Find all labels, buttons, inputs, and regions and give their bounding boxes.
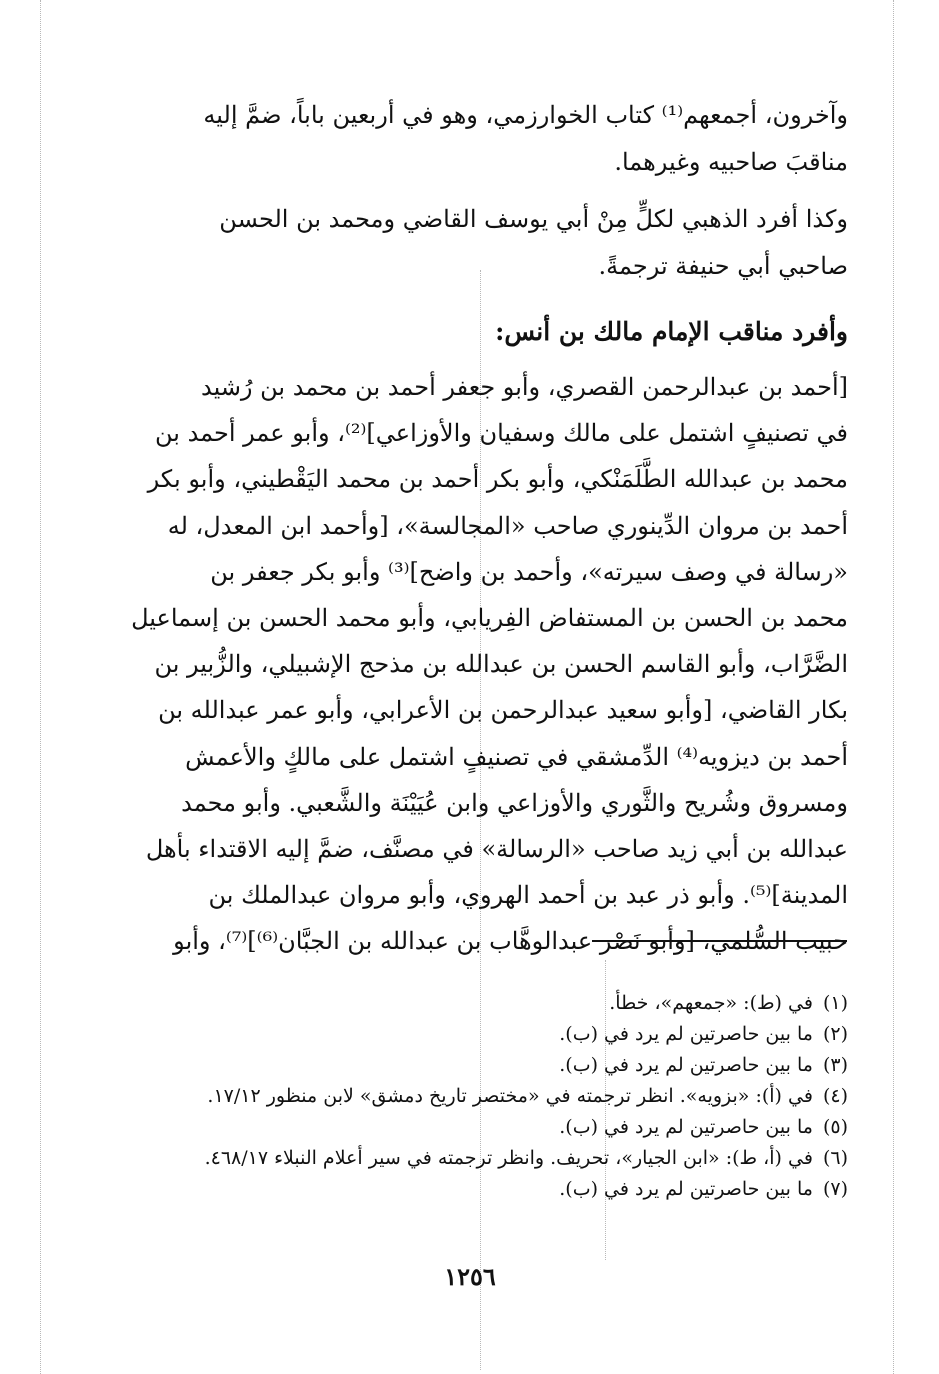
paragraph-3 [100, 364, 848, 965]
footnote-text: ما بين حاصرتين لم يرد في (ب). [559, 1116, 813, 1138]
text-line: أحمد بن مروان الدِّينوري صاحب «المجالسة»، [وأحمد ابن المعدل، له [167, 511, 848, 540]
scan-artifact-line [40, 0, 41, 1374]
text-line: محمد بن عبدالله الطَّلَمَنْكي، وأبو بكر أحمد بن محمد اليَقْطيني، وأبو بكر [147, 465, 848, 494]
section-heading [100, 308, 848, 355]
page-number: ١٢٥٦ [444, 1262, 496, 1291]
footnote-text: في (أ): «بزويه». انظر ترجمته في «مختصر تاريخ دمشق» لابن منظور ١٧/١٢. [207, 1085, 813, 1107]
footnote-1 [100, 988, 848, 1019]
footnote-number: (٥) [822, 1116, 848, 1138]
text-line: بكار القاضي، [وأبو سعيد عبدالرحمن بن الأعرابي، وأبو عمر عبدالله بن [158, 696, 848, 725]
text-line: [أحمد بن عبدالرحمن القصري، وأبو جعفر أحمد بن محمد بن رُشيد [200, 373, 848, 401]
text-line: المدينة]⁽⁵⁾. وأبو ذر عبد بن أحمد الهروي، وأبو مروان عبدالملك بن [208, 881, 848, 910]
paragraph-1 [100, 92, 848, 186]
footnote-number: (٢) [822, 1023, 848, 1045]
footnote-number: (٣) [822, 1054, 848, 1076]
footnote-number: (١) [822, 992, 848, 1014]
footnote-number: (٤) [822, 1085, 848, 1107]
scan-artifact-line [893, 0, 894, 1374]
text-line: صاحبي أبي حنيفة ترجمةً. [598, 252, 848, 280]
text-line: عبدالله بن أبي زيد صاحب «الرسالة» في مصنَّف، ضمَّ إليه الاقتداء بأهل [145, 835, 848, 864]
text-line: وكذا أفرد الذهبي لكلٍّ مِنْ أبي يوسف القاضي ومحمد بن الحسن [219, 205, 848, 233]
footnotes [100, 988, 848, 1205]
footnote-text: ما بين حاصرتين لم يرد في (ب). [559, 1023, 813, 1045]
footnote-number: (٧) [822, 1178, 848, 1200]
text-line: مناقبَ صاحبيه وغيرهما. [614, 148, 848, 176]
footnote-6 [100, 1143, 848, 1174]
footnote-3 [100, 1050, 848, 1081]
footnote-text: ما بين حاصرتين لم يرد في (ب). [559, 1178, 813, 1200]
paragraph-2 [100, 196, 848, 290]
text-line: أحمد بن ديزويه⁽⁴⁾ الدِّمشقي في تصنيفٍ اشتمل على مالكٍ والأعمش [185, 742, 848, 771]
footnote-number: (٦) [822, 1147, 848, 1169]
footnote-7 [100, 1174, 848, 1205]
text-line: وآخرون، أجمعهم⁽¹⁾ كتاب الخوارزمي، وهو في أربعين باباً، ضمَّ إليه [203, 101, 848, 129]
heading-text: وأفرد مناقب الإمام مالك بن أنس: [495, 317, 848, 346]
footnote-text: في (ط): «جمعهم»، خطأ. [609, 992, 813, 1014]
footnote-text: ما بين حاصرتين لم يرد في (ب). [559, 1054, 813, 1076]
footnote-2 [100, 1019, 848, 1050]
text-line: في تصنيفٍ اشتمل على مالك وسفيان والأوزاعي]⁽²⁾، وأبو عمر أحمد بن [155, 419, 848, 448]
text-line: ومسروق وشُريح والثَّوري والأوزاعي وابن عُيَيْنَة والشَّعبي. وأبو محمد [181, 788, 848, 817]
footnote-4 [100, 1081, 848, 1112]
text-line: محمد بن الحسن بن المستفاض الفِريابي، وأبو محمد الحسن بن إسماعيل [131, 604, 848, 633]
footnote-text: في (أ، ط): «ابن الجيار»، تحريف. وانظر ترجمته في سير أعلام النبلاء ٤٦٨/١٧. [204, 1147, 813, 1169]
text-line: حبيب السُّلمي، [وأبو نَصْر عبدالوهَّاب بن عبدالله بن الجبَّان⁽⁶⁾]⁽⁷⁾، وأبو [173, 927, 848, 956]
text-line: الضَّرَّاب، وأبو القاسم الحسن بن عبدالله بن مذحج الإشبيلي، والزُّبير بن [154, 650, 848, 679]
footnote-5 [100, 1112, 848, 1143]
text-line: «رسالة في وصف سيرته»، وأحمد بن واضح]⁽³⁾ وأبو بكر جعفر بن [210, 557, 848, 586]
footnote-separator [592, 940, 847, 942]
